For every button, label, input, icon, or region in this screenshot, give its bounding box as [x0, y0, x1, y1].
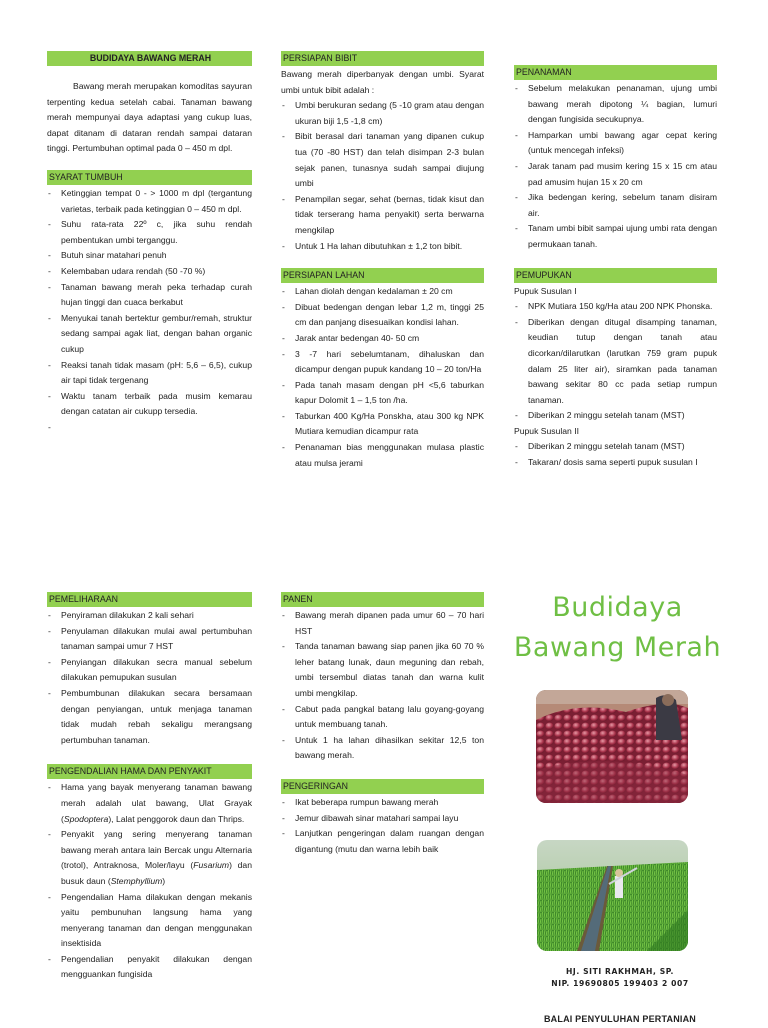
- cover-title-line-1: Budidaya: [552, 592, 683, 623]
- list-item: - Umbi berukuran sedang (5 -10 gram atau dengan ukuran biji 1,5 -1,8 cm): [281, 98, 484, 129]
- list-item: - Pengendalian Hama dilakukan dengan mekanis yaitu pembunuhan langsung hama yang menyerang tanaman dan dengan menggunakan insektisida: [47, 890, 252, 952]
- list-item: - Jarak tanam pad musim kering 15 x 15 cm atau pad amusim hujan 15 x 20 cm: [514, 159, 717, 190]
- panen-list: [281, 608, 484, 764]
- list-item: - Penyiraman dilakukan 2 kali sehari: [47, 608, 252, 624]
- doc-title-header: BUDIDAYA BAWANG MERAH: [47, 51, 252, 66]
- persiapan-bibit-list: [281, 98, 484, 254]
- pupuk-susulan-2-list: [514, 439, 717, 470]
- list-item: - Suhu rata-rata 22º c, jika suhu rendah pembentukan umbi terganggu.: [47, 217, 252, 248]
- penanaman-list: [514, 81, 717, 253]
- intro-paragraph: Bawang merah merupakan komoditas sayuran terpenting kedua setelah cabai. Tanaman bawang merah mempunyai daya adaptasi yang cukup luas, dapat ditanam di dataran rendah sampai dataran tinggi. Pertumbuhan optimal pada 0 – 450 m dpl.: [47, 81, 252, 154]
- list-item: - Sebelum melakukan penanaman, ujung umbi bawang merah dipotong ¼ bagian, lumuri dengan fungisida secukupnya.: [514, 81, 717, 128]
- list-item: - NPK Mutiara 150 kg/Ha atau 200 NPK Phonska.: [514, 299, 717, 315]
- list-item: - Reaksi tanah tidak masam (pH: 5,6 – 6,5), cukup air tapi tidak tergenang: [47, 358, 252, 389]
- footer-institution: BALAI PENYULUHAN PERTANIAN: [543, 1014, 697, 1024]
- list-item: - Tanam umbi bibit sampai ujung umbi rata dengan permukaan tanah.: [514, 221, 717, 252]
- list-item: - Ikat beberapa rumpun bawang merah: [281, 795, 484, 811]
- author-name: HJ. SITI RAKHMAH, SP.: [565, 967, 675, 976]
- list-item: - Tanda tanaman bawang siap panen jika 60 70 % leher batang lunak, daun meguning dan rebah, umbi tersembul diatas tanah dan warna kulit umbi mengkilap.: [281, 639, 484, 701]
- bibit-intro: Bawang merah diperbanyak dengan umbi. Syarat umbi untuk bibit adalah :: [281, 69, 484, 95]
- pemeliharaan-list: [47, 608, 252, 748]
- list-item: - Penanaman bias menggunakan mulasa plastic atau mulsa jerami: [281, 440, 484, 471]
- syarat-tumbuh-list: [47, 186, 252, 436]
- list-item: - Pembumbunan dilakukan secara bersamaan dengan penyiangan, untuk menjaga tanaman tidak mudah rebah sekaligu merangsang pertumbuhan tanaman.: [47, 686, 252, 748]
- list-item: - Bawang merah dipanen pada umur 60 – 70 hari HST: [281, 608, 484, 639]
- list-item: - Hama yang bayak menyerang tanaman bawang merah adalah ulat bawang, Ulat Grayak (Spodoptera), Lalat penggorok daun dan Thrips.: [47, 780, 252, 827]
- list-item: - Takaran/ dosis sama seperti pupuk susulan I: [514, 455, 717, 471]
- column-1-bottom: [47, 592, 252, 983]
- cover-title-line-2: Bawang Merah: [513, 632, 722, 663]
- list-item: - Jika bedengan kering, sebelum tanam disiram air.: [514, 190, 717, 221]
- section-header-persiapan-bibit: PERSIAPAN BIBIT: [281, 51, 484, 66]
- list-item: [47, 420, 252, 436]
- pupuk-susulan-1-list: [514, 299, 717, 424]
- author-block: [520, 966, 720, 990]
- list-item: - Diberikan dengan ditugal disamping tanaman, keudian tutup dengan tanah atau dicorkan/dilarutkan (larutkan 759 gram pupuk dalam 25 liter air), siramkan pada tanaman bawang sekitar 80 cc pada setiap rumpun tanaman.: [514, 315, 717, 409]
- list-item: - Jarak antar bedengan 40- 50 cm: [281, 331, 484, 347]
- section-header-pemupukan: PEMUPUKAN: [514, 268, 717, 283]
- list-item: - Dibuat bedengan dengan lebar 1,2 m, tinggi 25 cm dan panjang disesuaikan kondisi lahan.: [281, 300, 484, 331]
- list-item: - Penyiangan dilakukan secra manual sebelum dilakukan pemupukan susulan: [47, 655, 252, 686]
- list-item: - Penampilan segar, sehat (bernas, tidak kisut dan tidak terserang hama penyakit) serta berwarna mengkilap: [281, 192, 484, 239]
- section-header-pemeliharaan: PEMELIHARAAN: [47, 592, 252, 607]
- author-nip: NIP. 19690805 199403 2 007: [551, 979, 689, 988]
- pengeringan-list: [281, 795, 484, 857]
- column-2-top: [281, 51, 484, 471]
- list-item: - Lahan diolah dengan kedalaman ± 20 cm: [281, 284, 484, 300]
- list-item: - Cabut pada pangkal batang lalu goyang-goyang untuk membuang tanah.: [281, 702, 484, 733]
- section-header-penanaman: PENANAMAN: [514, 65, 717, 80]
- list-item: - Ketinggian tempat 0 - > 1000 m dpl (tergantung varietas, terbaik pada ketinggian 0 – 450 m dpl.: [47, 186, 252, 217]
- pupuk-susulan-2-label: Pupuk Susulan II: [514, 425, 579, 436]
- list-item: - Lanjutkan pengeringan dalam ruangan dengan digantung (mutu dan warna lebih baik: [281, 826, 484, 857]
- hama-penyakit-list: [47, 780, 252, 983]
- list-item: - 3 -7 hari sebelumtanam, dihaluskan dan dicampur dengan pupuk kandang 10 – 20 ton/Ha: [281, 347, 484, 378]
- column-2-bottom: [281, 592, 484, 857]
- column-3-top: [514, 65, 717, 471]
- column-1-top: [47, 51, 252, 435]
- persiapan-lahan-list: [281, 284, 484, 471]
- list-item: - Jemur dibawah sinar matahari sampai layu: [281, 811, 484, 827]
- list-item: - Taburkan 400 Kg/Ha Ponskha, atau 300 kg NPK Mutiara kemudian dicampur rata: [281, 409, 484, 440]
- list-item: - Diberikan 2 minggu setelah tanam (MST): [514, 439, 717, 455]
- section-header-persiapan-lahan: PERSIAPAN LAHAN: [281, 268, 484, 283]
- list-item: - Hamparkan umbi bawang agar cepat kering (untuk mencegah infeksi): [514, 128, 717, 159]
- list-item: - Kelembaban udara rendah (50 -70 %): [47, 264, 252, 280]
- shallot-harvest-photo: [536, 690, 688, 803]
- list-item: - Waktu tanam terbaik pada musim kemarau dengan catatan air cukupp tersedia.: [47, 389, 252, 420]
- list-item: - Penyulaman dilakukan mulai awal pertumbuhan tanaman sampai umur 7 HST: [47, 624, 252, 655]
- list-item: - Butuh sinar matahari penuh: [47, 248, 252, 264]
- section-header-pengeringan: PENGERINGAN: [281, 779, 484, 794]
- section-header-hama-penyakit: PENGENDALIAN HAMA DAN PENYAKIT: [47, 764, 252, 779]
- list-item: - Untuk 1 ha lahan dihasilkan sekitar 12,5 ton bawang merah.: [281, 733, 484, 764]
- list-item: - Diberikan 2 minggu setelah tanam (MST): [514, 408, 717, 424]
- list-item: - Pengendalian penyakit dilakukan dengan mengguankan fungisida: [47, 952, 252, 983]
- cover-title: [505, 588, 730, 668]
- section-header-syarat-tumbuh: SYARAT TUMBUH: [47, 170, 252, 185]
- shallot-field-photo: [537, 840, 688, 951]
- list-item: - Untuk 1 Ha lahan dibutuhkan ± 1,2 ton bibit.: [281, 239, 484, 255]
- pupuk-susulan-1-label: Pupuk Susulan I: [514, 285, 577, 296]
- list-item: - Pada tanah masam dengan pH <5,6 taburkan kapur Dolomit 1 – 1,5 ton /ha.: [281, 378, 484, 409]
- list-item: - Tanaman bawang merah peka terhadap curah hujan tinggi dan cuaca berkabut: [47, 280, 252, 311]
- list-item: - Bibit berasal dari tanaman yang dipanen cukup tua (70 -80 HST) dan telah disimpan 2-3 bulan sejak panen, tunasnya sudah sampai diujung umbi: [281, 129, 484, 191]
- list-item: - Penyakit yang sering menyerang tanaman bawang merah antara lain Bercak ungu Alternaria (trotol), Antraknosa, Moler/layu (Fusarium) dan busuk daun (Stemphyllium): [47, 827, 252, 889]
- list-item: - Menyukai tanah bertektur gembur/remah, struktur sedang sampai agak liat, dengan bahan organic cukup: [47, 311, 252, 358]
- section-header-panen: PANEN: [281, 592, 484, 607]
